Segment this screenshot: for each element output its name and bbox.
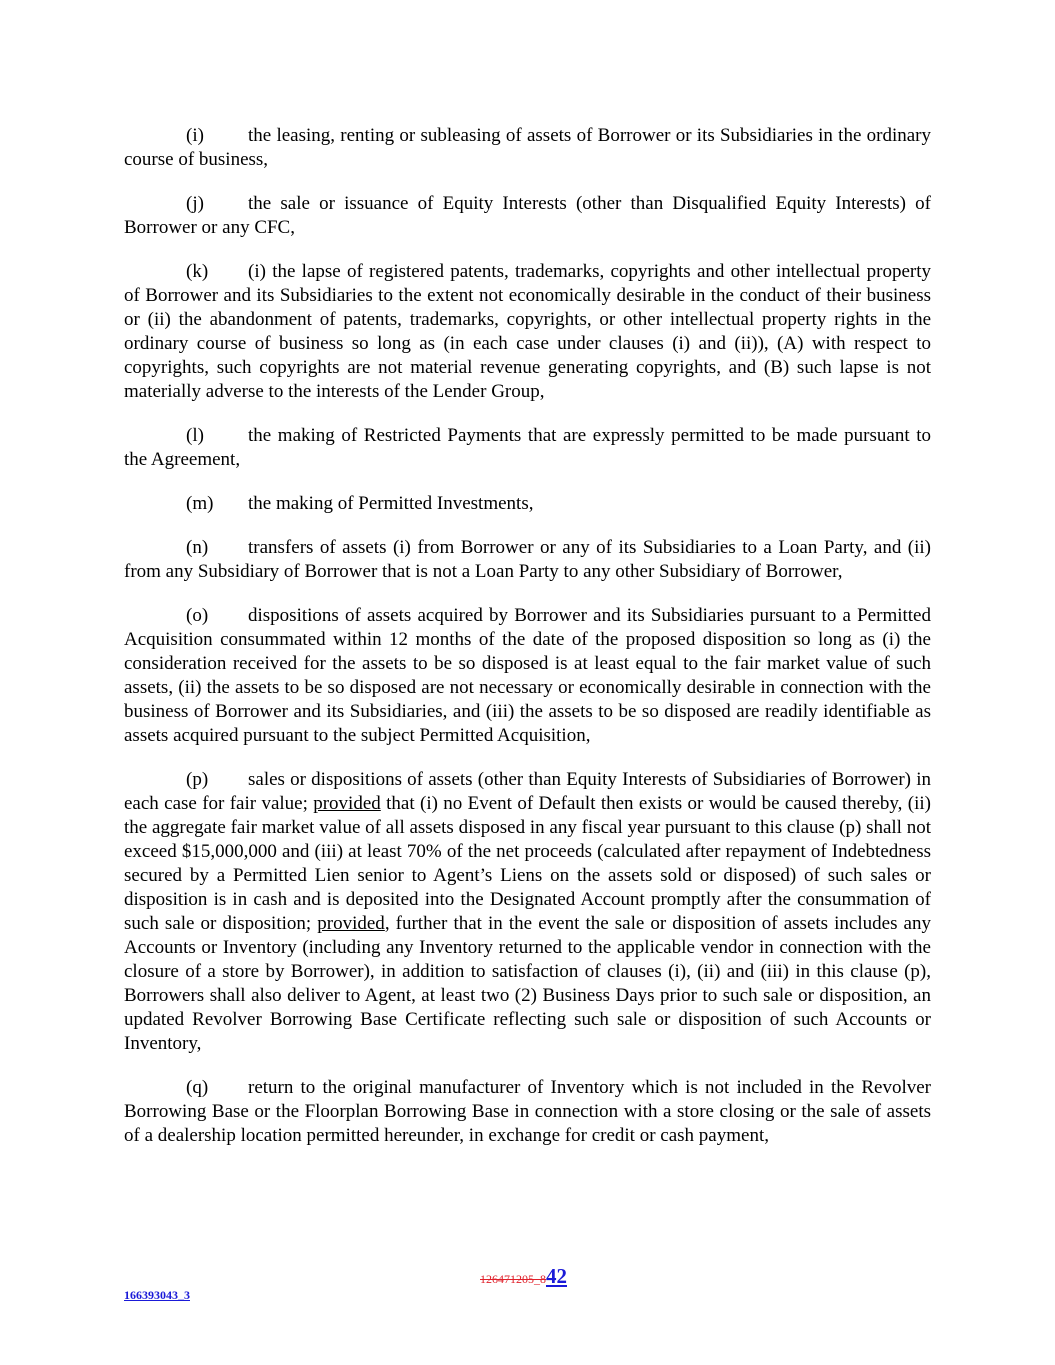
document-body bbox=[124, 124, 931, 1168]
underlined-term: provided bbox=[313, 793, 381, 814]
clause-text: sales or dispositions of assets (other than Equity Interests of Subsidiaries of Borrower) in each case for fair value; bbox=[124, 769, 931, 814]
underlined-term: provided bbox=[317, 913, 385, 934]
clause-label: (i) bbox=[186, 125, 204, 146]
clause-label: (l) bbox=[186, 425, 204, 446]
clause-text: return to the original manufacturer of Inventory which is not included in the Revolver Borrowing Base or the Floorplan Borrowing Base in connection with a store closing or the sale of assets of a dealership location permitted hereunder, in exchange for credit or cash payment, bbox=[124, 1077, 931, 1146]
clause-label: (o) bbox=[186, 605, 209, 626]
page-footer bbox=[480, 1264, 567, 1289]
clause-paragraph bbox=[124, 536, 931, 584]
clause-text: , further that in the event the sale or disposition of assets includes any Accounts or Inventory (including any Inventory returned to the applicable vendor in connection with the closure of a store by Borrower), in addition to satisfaction of clauses (i), (ii) and (iii) in this clause (p), Borrowers shall also deliver to Agent, at least two (2) Business Days prior to such sale or disposition, an updated Revolver Borrowing Base Certificate reflecting such sale or disposition of such Accounts or Inventory, bbox=[124, 913, 931, 1054]
document-id: 166393043_3 bbox=[124, 1288, 190, 1302]
clause-label: (k) bbox=[186, 261, 209, 282]
clause-text: (i) the lapse of registered patents, trademarks, copyrights and other intellectual property of Borrower and its Subsidiaries to the extent not economically desirable in the conduct of their business or (ii) the abandonment of patents, trademarks, copyrights, or other intellectual property rights in the ordinary course of business so long as (in each case under clauses (i) and (ii)), (A) with respect to copyrights, such copyrights are not material revenue generating copyrights, and (B) such lapse is not materially adverse to the interests of the Lender Group, bbox=[124, 261, 931, 402]
clause-paragraph bbox=[124, 768, 931, 1056]
clause-paragraph bbox=[124, 492, 931, 516]
clause-paragraph bbox=[124, 604, 931, 748]
clause-label: (n) bbox=[186, 537, 209, 558]
clause-text: the leasing, renting or subleasing of assets of Borrower or its Subsidiaries in the ordinary course of business, bbox=[124, 125, 931, 170]
clause-label: (j) bbox=[186, 193, 204, 214]
clause-label: (m) bbox=[186, 493, 214, 514]
clause-paragraph bbox=[124, 424, 931, 472]
page-number: 42 bbox=[546, 1264, 567, 1288]
clause-label: (p) bbox=[186, 769, 209, 790]
deleted-doc-id: 126471205_8 bbox=[480, 1272, 546, 1286]
clause-text: that (i) no Event of Default then exists or would be caused thereby, (ii) the aggregate fair market value of all assets disposed in any fiscal year pursuant to this clause (p) shall not exceed $15,000,000 and (iii) at least 70% of the net proceeds (calculated after repayment of Indebtedness secured by a Permitted Lien senior to Agent’s Liens on the assets sold or disposed) of such sales or disposition is in cash and is deposited into the Designated Account promptly after the consummation of such sale or disposition; bbox=[124, 793, 931, 934]
clause-text: the sale or issuance of Equity Interests (other than Disqualified Equity Interests) of Borrower or any CFC, bbox=[124, 193, 931, 238]
clause-label: (q) bbox=[186, 1077, 209, 1098]
clause-paragraph bbox=[124, 1076, 931, 1148]
clause-text: the making of Restricted Payments that are expressly permitted to be made pursuant to the Agreement, bbox=[124, 425, 931, 470]
clause-text: dispositions of assets acquired by Borrower and its Subsidiaries pursuant to a Permitted Acquisition consummated within 12 months of the date of the proposed disposition so long as (i) the consideration received for the assets to be so disposed is at least equal to the fair market value of such assets, (ii) the assets to be so disposed are not necessary or economically desirable in connection with the business of Borrower and its Subsidiaries, and (iii) the assets to be so disposed are readily identifiable as assets acquired pursuant to the subject Permitted Acquisition, bbox=[124, 605, 931, 746]
clause-text: transfers of assets (i) from Borrower or any of its Subsidiaries to a Loan Party, and (ii) from any Subsidiary of Borrower that is not a Loan Party to any other Subsidiary of Borrower, bbox=[124, 537, 931, 582]
clause-text: the making of Permitted Investments, bbox=[248, 493, 534, 514]
clause-paragraph bbox=[124, 192, 931, 240]
clause-paragraph bbox=[124, 260, 931, 404]
clause-paragraph bbox=[124, 124, 931, 172]
